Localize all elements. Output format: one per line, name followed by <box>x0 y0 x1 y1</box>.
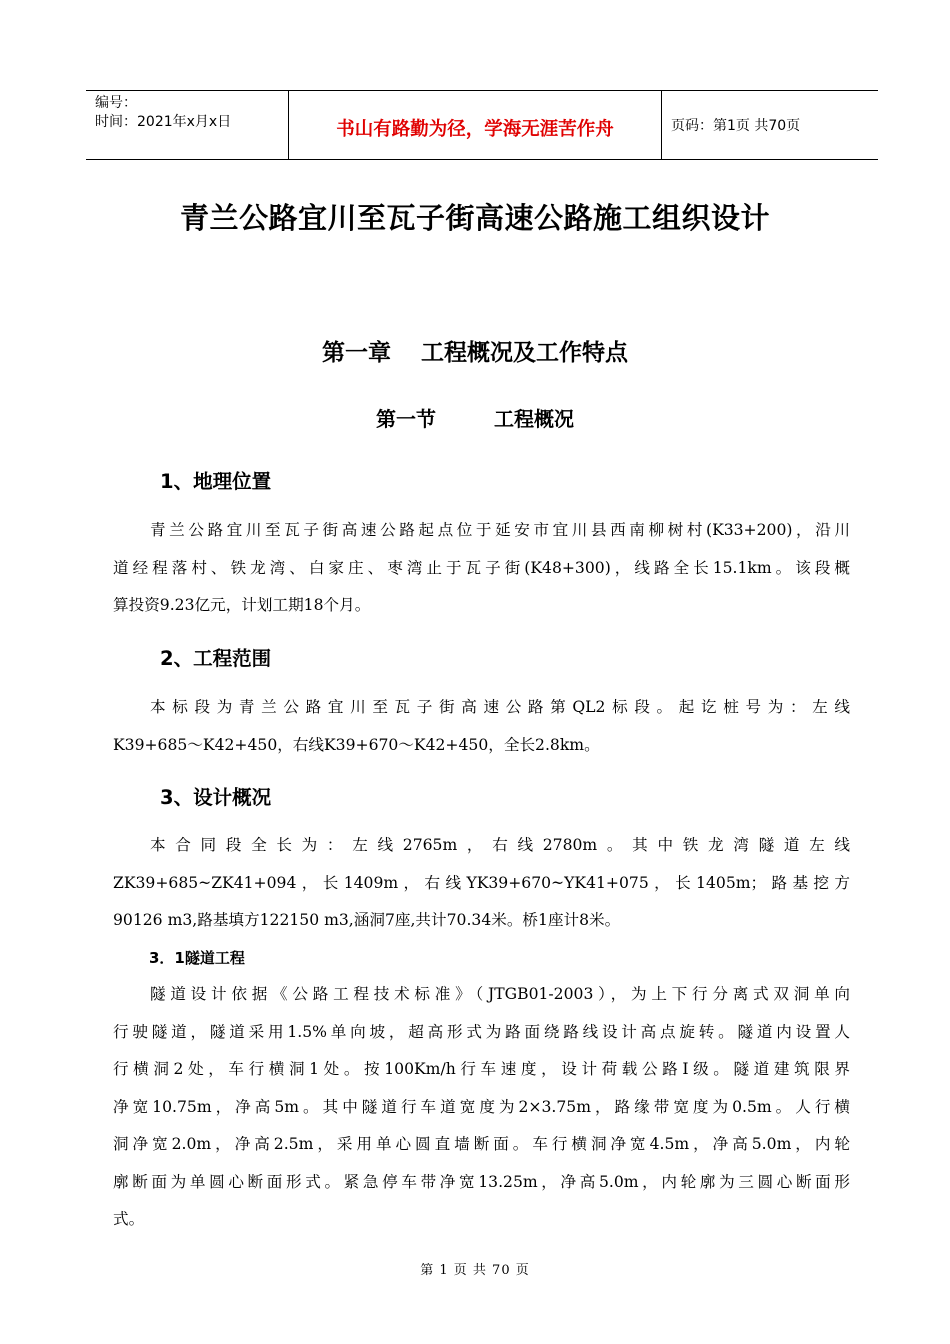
paragraph-line: 隧道设计依据《公路工程技术标准》（JTGB01-2003），为上下行分离式双洞单向 <box>150 985 850 1003</box>
heading-tunnel-engineering: 3．1隧道工程 <box>149 949 245 967</box>
header-motto: 书山有路勤为径，学海无涯苦作舟 <box>289 91 662 159</box>
paragraph-line: 式。 <box>113 1210 145 1228</box>
page-footer: 第 1 页 共 70 页 <box>420 1263 530 1278</box>
paragraph-line: 洞净宽2.0m，净高2.5m，采用单心圆直墙断面。车行横洞净宽4.5m，净高5.0m，内轮 <box>113 1135 850 1153</box>
paragraph-design-overview <box>113 827 850 940</box>
header-time-label: 时间：2021年x月x日 <box>95 114 232 130</box>
paragraph-line: 本合同段全长为：左线2765m，右线2780m。其中铁龙湾隧道左线 <box>150 836 850 854</box>
page-header <box>86 90 878 160</box>
paragraph-line: 本标段为青兰公路宜川至瓦子街高速公路第QL2标段。起讫桩号为：左线 <box>150 698 850 716</box>
paragraph-line: 净宽10.75m，净高5m。其中隧道行车道宽度为2×3.75m，路缘带宽度为0.5m。人行横 <box>113 1097 850 1116</box>
heading-design-overview: 3、设计概况 <box>160 786 272 809</box>
paragraph-geographic-location <box>113 512 850 625</box>
paragraph-project-scope <box>113 689 850 764</box>
header-page-label: 页码：第1页 共70页 <box>671 118 801 134</box>
header-number-label: 编号： <box>95 95 137 111</box>
chapter-number: 第一章 <box>322 340 391 366</box>
header-meta <box>86 91 289 159</box>
chapter-heading <box>0 334 950 367</box>
paragraph-line: 行横洞2处，车行横洞1处。按100Km/h行车速度，设计荷载公路I级。隧道建筑限界 <box>113 1060 850 1078</box>
heading-geographic-location: 1、地理位置 <box>160 470 272 493</box>
section-number: 第一节 <box>376 407 436 431</box>
paragraph-line: 行驶隧道，隧道采用1.5%单向坡，超高形式为路面绕路线设计高点旋转。隧道内设置人 <box>113 1022 850 1041</box>
paragraph-line: K39+685～K42+450，右线K39+670～K42+450，全长2.8km。 <box>113 735 600 754</box>
paragraph-line: 90126 m3,路基填方122150 m3,涵洞7座,共计70.34米。桥1座计8米。 <box>113 911 621 929</box>
paragraph-line: 廓断面为单圆心断面形式。紧急停车带净宽13.25m，净高5.0m，内轮廓为三圆心断面形 <box>113 1172 850 1191</box>
section-name: 工程概况 <box>494 407 574 431</box>
paragraph-line: ZK39+685~ZK41+094，长1409m，右线YK39+670~YK41+075，长1405m；路基挖方 <box>113 873 850 892</box>
section-heading <box>0 403 950 432</box>
paragraph-line: 算投资9.23亿元，计划工期18个月。 <box>113 596 371 614</box>
chapter-name: 工程概况及工作特点 <box>421 340 628 366</box>
document-title: 青兰公路宜川至瓦子街高速公路施工组织设计 <box>179 201 770 235</box>
paragraph-line: 青兰公路宜川至瓦子街高速公路起点位于延安市宜川县西南柳树村(K33+200)，沿川 <box>150 521 850 539</box>
paragraph-tunnel-engineering <box>113 976 850 1239</box>
heading-project-scope: 2、工程范围 <box>160 647 272 670</box>
paragraph-line: 道经程落村、铁龙湾、白家庄、枣湾止于瓦子街(K48+300)，线路全长15.1km。该段概 <box>113 558 850 577</box>
